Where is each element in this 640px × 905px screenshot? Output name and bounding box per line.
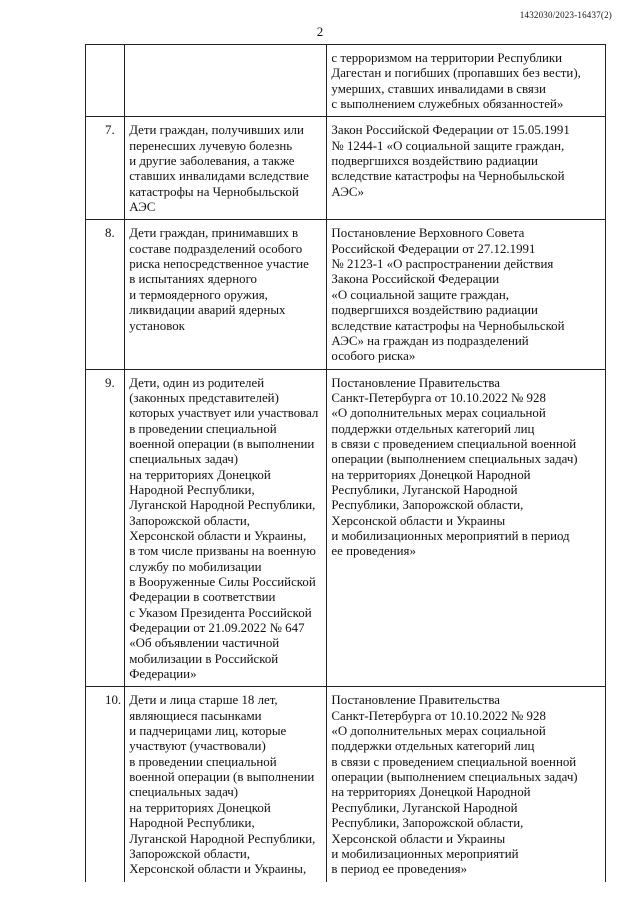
legal-basis-cell [327,117,606,220]
category-line: в проведении специальной [129,754,277,769]
category-line: с Указом Президента Российской [129,605,312,620]
legal-basis-line: операции (выполнением специальных задач) [331,770,578,785]
table-body [86,45,606,882]
category-line: военной операции (в выполнении [129,770,315,785]
category-line: специальных задач) [129,452,239,467]
legal-basis-line: в связи с проведением специальной военной [331,754,577,769]
category-line: Луганской Народной Республики, [129,498,316,513]
legal-basis-line: особого риска» [331,349,416,364]
category-line: и термоядерного оружия, [129,287,268,302]
legal-basis-cell [327,687,606,882]
legal-basis-line: Постановление Правительства [331,693,501,708]
category-line: ликвидации аварий ядерных [129,303,286,318]
category-line: в Вооруженные Силы Российской [129,575,316,589]
category-cell [125,117,327,220]
legal-basis-line: Дагестан и погибших (пропавших без вести), [331,66,581,81]
category-line: Херсонской области и Украины, [129,528,307,543]
row-number: 7. [86,117,125,220]
table-row [86,369,606,687]
legal-basis-line: Санкт-Петербурга от 10.10.2022 № 928 [331,708,546,723]
legal-basis-line: «О дополнительных мерах социальной [331,724,546,739]
legal-basis-line: Постановление Верховного Совета [331,226,525,241]
category-cell [125,220,327,369]
category-cell [125,687,327,882]
legal-basis-line: № 2123-1 «О распространении действия [331,257,554,272]
legal-basis-cell [327,220,606,369]
category-line: в испытаниях ядерного [129,272,258,287]
category-line: перенесших лучевую болезнь [129,138,293,153]
legal-basis-line: Постановление Правительства [331,375,501,390]
category-line: и другие заболевания, а также [129,154,295,169]
legal-basis-line: Закона Российской Федерации [331,272,500,287]
legal-basis-line: «О социальной защите граждан, [331,287,509,302]
legal-basis-line: АЭС» [331,184,364,199]
category-line: Луганской Народной Республики, [129,831,316,846]
legal-basis-line: Республики, Луганской Народной [331,482,518,497]
category-cell [125,369,327,687]
legal-basis-line: в период ее проведения» [331,862,468,877]
table-row [86,220,606,369]
legal-basis-line: вследствие катастрофы на Чернобыльской [331,169,565,184]
category-line: (законных представителей) [129,390,279,405]
category-line: специальных задач) [129,785,239,800]
legal-basis-line: ее проведения» [331,544,416,559]
category-line: Федерации от 21.09.2022 № 647 [129,621,305,636]
row-number: 9. [86,369,125,687]
category-line: Запорожской области, [129,846,251,861]
table-row [86,45,606,117]
legal-basis-line: с терроризмом на территории Республики [331,51,563,65]
legal-basis-line: поддержки отдельных категорий лиц [331,421,535,436]
category-line: ставших инвалидами вследствие [129,169,309,184]
category-line: катастрофы на Чернобыльской [129,184,299,199]
category-cell [125,45,327,117]
row-number [86,45,125,117]
legal-basis-line: № 1244-1 «О социальной защите граждан, [331,138,565,153]
legal-basis-line: Санкт-Петербурга от 10.10.2022 № 928 [331,390,546,405]
legal-basis-line: Республики, Луганской Народной [331,800,518,815]
document-id: 1432030/2023-16437(2) [519,10,612,20]
legal-basis-line: Российской Федерации от 27.12.1991 [331,241,536,256]
category-line: риска непосредственное участие [129,257,309,272]
category-line: Народной Республики, [129,816,255,831]
category-line: Дети граждан, получивших или [129,123,304,138]
legal-basis-line: Херсонской области и Украины [331,513,506,528]
row-number: 10. [86,687,125,882]
legal-basis-line: операции (выполнением специальных задач) [331,452,578,467]
category-line: участвуют (участвовали) [129,739,266,754]
category-line: Херсонской области и Украины, [129,862,307,877]
category-line: Дети, один из родителей [129,375,265,390]
legal-basis-line: и мобилизационных мероприятий в период [331,528,570,543]
legal-basis-line: подвергшихся воздействию радиации [331,154,538,169]
page-number: 2 [316,24,324,39]
legal-basis-line: и мобилизационных мероприятий [331,846,519,861]
category-line: Федерации» [129,667,197,682]
legal-basis-line: Закон Российской Федерации от 15.05.1991 [331,123,570,138]
category-line: установок [129,318,185,333]
legal-basis-line: АЭС» на граждан из подразделений [331,333,529,348]
category-line: Народной Республики, [129,482,255,497]
legal-basis-line: на территориях Донецкой Народной [331,785,531,800]
legal-basis-line: «О дополнительных мерах социальной [331,406,546,421]
legal-basis-cell [327,369,606,687]
legal-basis-line: поддержки отдельных категорий лиц [331,739,535,754]
category-line: в том числе призваны на военную [129,544,316,559]
category-line: АЭС [129,200,156,215]
category-line: на территориях Донецкой [129,467,271,482]
legal-basis-cell [327,45,606,117]
category-line: «Об объявлении частичной [129,636,280,651]
category-line: мобилизации в Российской [129,651,279,666]
legal-basis-line: с выполнением служебных обязанностей» [331,97,564,112]
category-line: Дети граждан, принимавших в [129,226,299,241]
category-line: Федерации в соответствии [129,590,276,605]
category-line: в проведении специальной [129,421,277,436]
category-line: которых участвует или участвовал [129,406,319,421]
category-line: и падчерицами лиц, которые [129,724,287,739]
category-line: являющиеся пасынками [129,708,262,723]
legal-basis-line: вследствие катастрофы на Чернобыльской [331,318,565,333]
category-line: Дети и лица старше 18 лет, [129,693,278,708]
category-line: на территориях Донецкой [129,800,271,815]
category-line: Запорожской области, [129,513,251,528]
legal-basis-line: подвергшихся воздействию радиации [331,303,538,318]
table-row [86,117,606,220]
category-line: составе подразделений особого [129,241,303,256]
table-row [86,687,606,882]
benefits-table [85,44,606,882]
legal-basis-line: Республики, Запорожской области, [331,816,524,831]
legal-basis-line: Республики, Запорожской области, [331,498,524,513]
legal-basis-line: на территориях Донецкой Народной [331,467,531,482]
legal-basis-line: Херсонской области и Украины [331,831,506,846]
category-line: службу по мобилизации [129,559,262,574]
legal-basis-line: умерших, ставших инвалидами в связи [331,81,546,96]
category-line: военной операции (в выполнении [129,436,315,451]
row-number: 8. [86,220,125,369]
legal-basis-line: в связи с проведением специальной военной [331,436,577,451]
